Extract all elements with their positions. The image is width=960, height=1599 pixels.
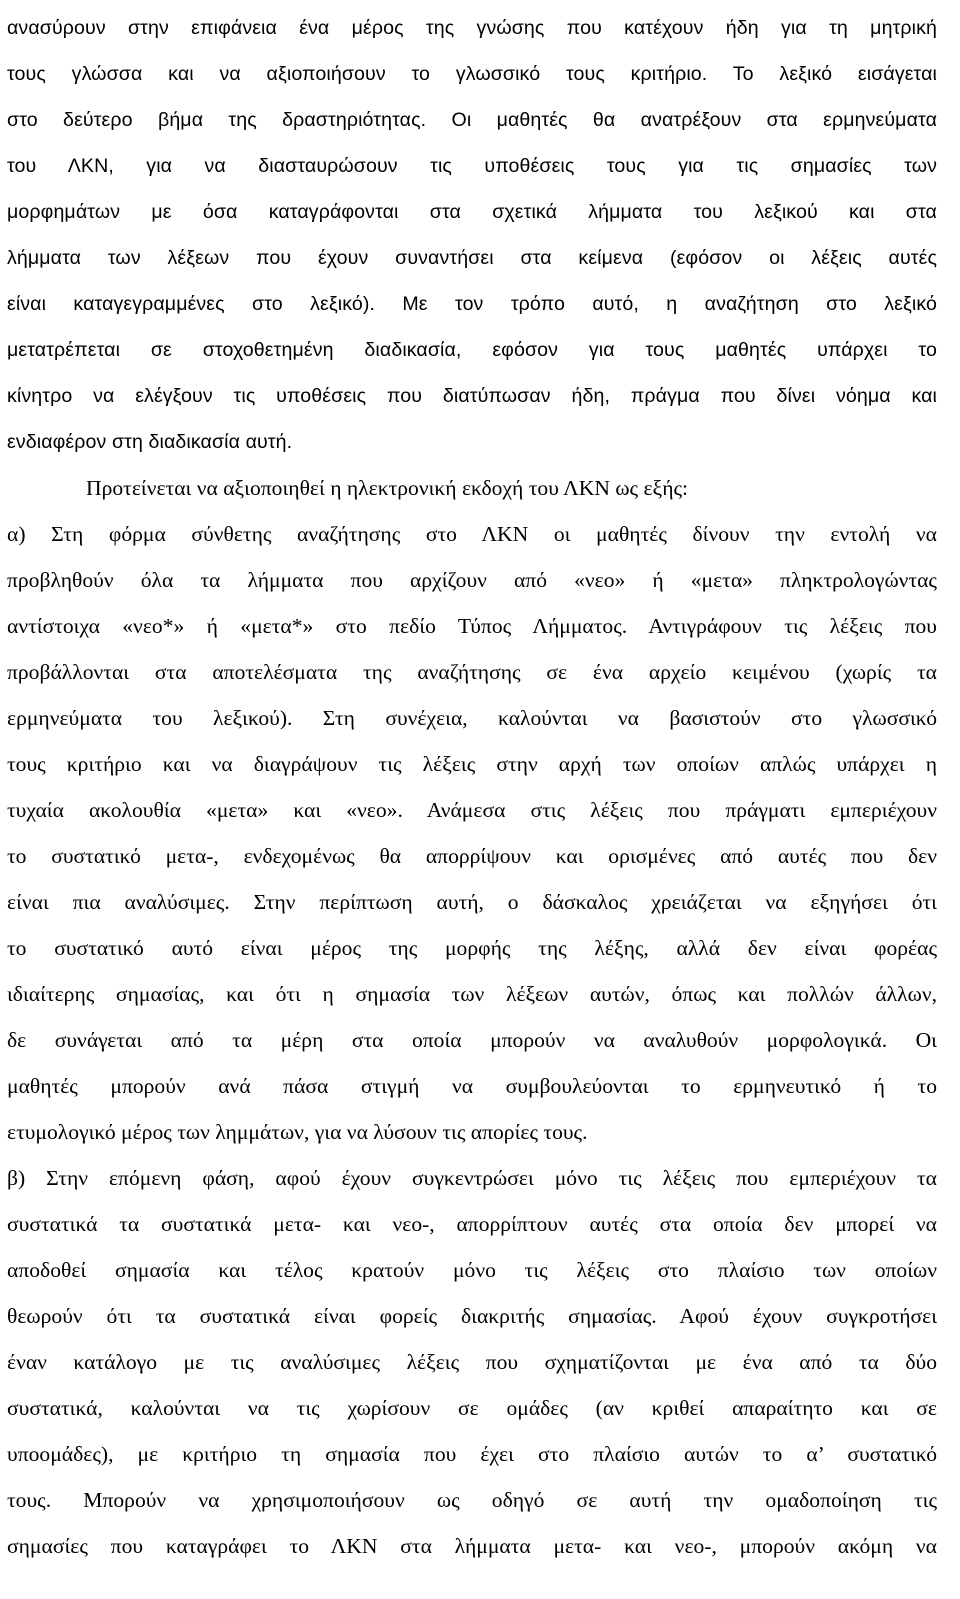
text-line-21: το συστατικό αυτό είναι μέρος της μορφής της λέξης, αλλά δεν είναι φορέας bbox=[7, 936, 937, 960]
text-line-34: σημασίες που καταγράφει το ΛΚΝ στα λήμματα μετα- και νεο-, μπορούν ακόμη να bbox=[7, 1534, 937, 1558]
text-line-4: του ΛΚΝ, για να διασταυρώσουν τις υποθέσεις τους για τις σημασίες των bbox=[7, 155, 937, 177]
text-line-26: β) Στην επόμενη φάση, αφού έχουν συγκεντρώσει μόνο τις λέξεις που εμπεριέχουν τα bbox=[7, 1166, 937, 1190]
text-line-32: υποομάδες), με κριτήριο τη σημασία που έχει στο πλαίσιο αυτών το α’ συστατικό bbox=[7, 1442, 937, 1466]
text-line-6: λήμματα των λέξεων που έχουν συναντήσει στα κείμενα (εφόσον οι λέξεις αυτές bbox=[7, 247, 937, 269]
text-line-28: αποδοθεί σημασία και τέλος κρατούν μόνο τις λέξεις στο πλαίσιο των οποίων bbox=[7, 1258, 937, 1282]
text-line-12: α) Στη φόρμα σύνθετης αναζήτησης στο ΛΚΝ οι μαθητές δίνουν την εντολή να bbox=[7, 522, 937, 546]
text-line-29: θεωρούν ότι τα συστατικά είναι φορείς διακριτής σημασίας. Αφού έχουν συγκροτήσει bbox=[7, 1304, 937, 1328]
text-line-9: κίνητρο να ελέγξουν τις υποθέσεις που διατύπωσαν ήδη, πράγμα που δίνει νόημα και bbox=[7, 385, 937, 407]
text-line-25: ετυμολογικό μέρος των λημμάτων, για να λύσουν τις απορίες τους. bbox=[7, 1120, 588, 1144]
text-line-27: συστατικά τα συστατικά μετα- και νεο-, απορρίπτουν αυτές στα οποία δεν μπορεί να bbox=[7, 1212, 937, 1236]
text-line-13: προβληθούν όλα τα λήμματα που αρχίζουν από «νεο» ή «μετα» πληκτρολογώντας bbox=[7, 568, 937, 592]
text-line-7: είναι καταγεγραμμένες στο λεξικό). Με τον τρόπο αυτό, η αναζήτηση στο λεξικό bbox=[7, 293, 937, 315]
text-line-17: τους κριτήριο και να διαγράψουν τις λέξεις στην αρχή των οποίων απλώς υπάρχει η bbox=[7, 752, 937, 776]
text-line-30: έναν κατάλογο με τις αναλύσιμες λέξεις που σχηματίζονται με ένα από τα δύο bbox=[7, 1350, 937, 1374]
text-line-33: τους. Μπορούν να χρησιμοποιήσουν ως οδηγό σε αυτή την ομαδοποίηση τις bbox=[7, 1488, 937, 1512]
text-line-18: τυχαία ακολουθία «μετα» και «νεο». Ανάμεσα στις λέξεις που πράγματι εμπεριέχουν bbox=[7, 798, 937, 822]
text-line-22: ιδιαίτερης σημασίας, και ότι η σημασία των λέξεων αυτών, όπως και πολλών άλλων, bbox=[7, 982, 937, 1006]
text-line-19: το συστατικό μετα-, ενδεχομένως θα απορρίψουν και ορισμένες από αυτές που δεν bbox=[7, 844, 937, 868]
text-line-2: τους γλώσσα και να αξιοποιήσουν το γλωσσικό τους κριτήριο. Το λεξικό εισάγεται bbox=[7, 63, 937, 85]
text-line-15: προβάλλονται στα αποτελέσματα της αναζήτησης σε ένα αρχείο κειμένου (χωρίς τα bbox=[7, 660, 937, 684]
text-line-24: μαθητές μπορούν ανά πάσα στιγμή να συμβουλεύονται το ερμηνευτικό ή το bbox=[7, 1074, 937, 1098]
text-line-8: μετατρέπεται σε στοχοθετημένη διαδικασία, εφόσον για τους μαθητές υπάρχει το bbox=[7, 339, 937, 361]
paragraph-intro: Προτείνεται να αξιοποιηθεί η ηλεκτρονική εκδοχή του ΛΚΝ ως εξής: bbox=[86, 476, 689, 500]
text-line-10: ενδιαφέρον στη διαδικασία αυτή. bbox=[7, 431, 293, 453]
text-line-23: δε συνάγεται από τα μέρη στα οποία μπορούν να αναλυθούν μορφολογικά. Οι bbox=[7, 1028, 937, 1052]
text-line-14: αντίστοιχα «νεο*» ή «μετα*» στο πεδίο Τύπος Λήμματος. Αντιγράφουν τις λέξεις που bbox=[7, 614, 937, 638]
text-line-3: στο δεύτερο βήμα της δραστηριότητας. Οι μαθητές θα ανατρέξουν στα ερμηνεύματα bbox=[7, 109, 937, 131]
text-line-5: μορφημάτων με όσα καταγράφονται στα σχετικά λήμματα του λεξικού και στα bbox=[7, 201, 937, 223]
text-line-1: ανασύρουν στην επιφάνεια ένα μέρος της γνώσης που κατέχουν ήδη για τη μητρική bbox=[7, 17, 937, 39]
text-line-16: ερμηνεύματα του λεξικού). Στη συνέχεια, καλούνται να βασιστούν στο γλωσσικό bbox=[7, 706, 937, 730]
text-line-31: συστατικά, καλούνται να τις χωρίσουν σε ομάδες (αν κριθεί απαραίτητο και σε bbox=[7, 1396, 937, 1420]
text-line-20: είναι πια αναλύσιμες. Στην περίπτωση αυτή, ο δάσκαλος χρειάζεται να εξηγήσει ότι bbox=[7, 890, 937, 914]
